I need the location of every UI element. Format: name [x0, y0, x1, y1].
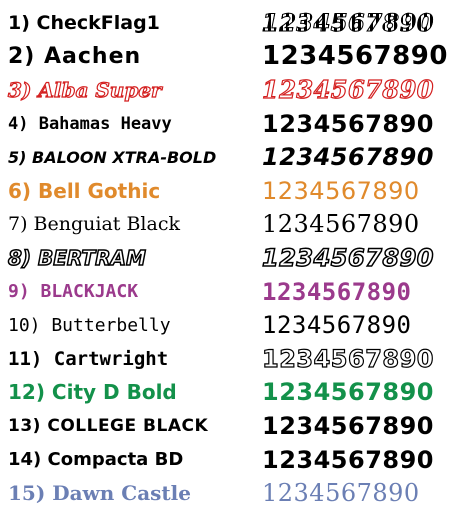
font-row-bahamas-heavy: [0, 107, 474, 141]
font-sample-digits: 1234567890: [262, 445, 434, 474]
font-sample-digits: 1234567890: [262, 9, 474, 37]
font-name: 13) COLLEGE BLACK: [8, 415, 209, 436]
font-name: 9) BLACKJACK: [8, 281, 139, 303]
font-sample-digits: 1234567890: [262, 176, 420, 205]
font-row-cartwright: [0, 342, 474, 376]
font-name: 2) Aachen: [8, 43, 142, 69]
font-row-college-black: [0, 409, 474, 443]
font-row-alba-super: [0, 73, 474, 107]
font-name: 7) Benguiat Black: [8, 213, 180, 236]
font-sample-digits: 1234567890: [262, 210, 420, 239]
font-row-city-d-bold: [0, 376, 474, 410]
font-row-bertram: [0, 241, 474, 275]
font-sample-digits: 1234567890: [262, 344, 434, 373]
font-name: 10) Butterbelly: [8, 314, 171, 336]
font-row-compacta-bd: [0, 443, 474, 477]
font-sample-digits: 1234567890: [262, 411, 434, 440]
font-row-blackjack: [0, 275, 474, 309]
font-row-aachen: [0, 40, 474, 74]
font-row-baloon-xtra-bold: [0, 140, 474, 174]
font-sample-digits: 1234567890: [262, 378, 434, 407]
font-name: 5) BALOON XTRA-BOLD: [8, 147, 217, 167]
font-name: 12) City D Bold: [8, 380, 177, 405]
font-sample-digits: 1234567890: [262, 311, 412, 340]
font-name: 8) BERTRAM: [8, 245, 146, 270]
font-name: 14) Compacta BD: [8, 449, 184, 471]
font-sample-digits: 1234567890: [262, 479, 420, 508]
font-name: 4) Bahamas Heavy: [8, 113, 172, 134]
font-sample-digits: 1234567890: [262, 109, 434, 138]
font-name: 6) Bell Gothic: [8, 178, 161, 203]
font-name: 11) Cartwright: [8, 347, 169, 370]
font-row-dawn-castle: [0, 476, 474, 510]
font-sample-digits: 1234567890: [262, 277, 412, 306]
font-sample-digits: 1234567890: [262, 75, 434, 105]
font-name: 15) Dawn Castle: [8, 481, 191, 506]
font-row-checkflag1: [0, 6, 474, 40]
font-row-bell-gothic: [0, 174, 474, 208]
font-sample-digits: 1234567890: [262, 243, 434, 272]
font-row-benguiat-black: [0, 208, 474, 242]
font-name: 1) CheckFlag1: [8, 11, 160, 34]
font-name: 3) Alba Super: [8, 77, 162, 102]
font-sample-digits: 1234567890: [262, 41, 448, 72]
font-row-butterbelly: [0, 308, 474, 342]
font-sample-digits: 1234567890: [262, 143, 434, 172]
